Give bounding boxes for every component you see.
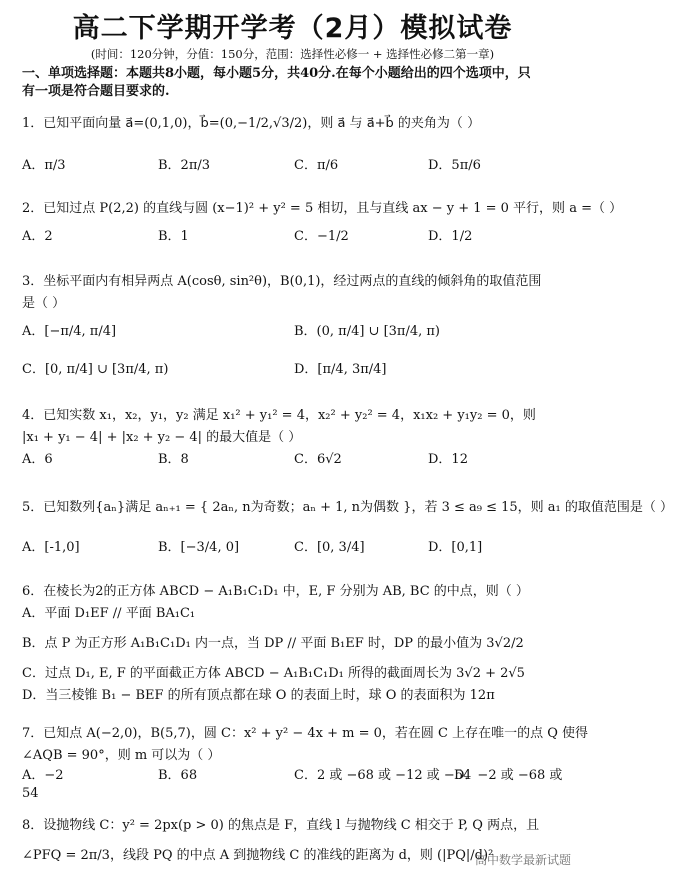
question-1-option-b: B．2π/3 <box>158 158 211 173</box>
question-7-stem-line2: ∠AQB = 90°，则 m 可以为（ ） <box>22 748 221 763</box>
question-7-option-c: C．2 或 −68 或 −12 或 −54 <box>294 768 472 783</box>
question-4-option-b: B．8 <box>158 452 189 467</box>
question-1-option-a: A．π/3 <box>22 158 66 173</box>
watermark-logo: 高中数学最新试题 <box>474 853 571 867</box>
question-6-option-a: A．平面 D₁EF // 平面 BA₁C₁ <box>22 606 196 621</box>
question-2-option-c: C．−1/2 <box>294 229 349 244</box>
question-2-option-a: A．2 <box>22 229 53 244</box>
question-5-option-d: D．[0,1] <box>428 540 483 555</box>
question-2-option-d: D．1/2 <box>428 229 473 244</box>
question-2-option-b: B．1 <box>158 229 189 244</box>
question-6-option-c: C．过点 D₁, E, F 的平面截正方体 ABCD − A₁B₁C₁D₁ 所得的截面周长为 3√2 + 2√5 <box>22 666 525 681</box>
question-6-option-d: D．当三棱锥 B₁ − BEF 的所有顶点都在球 O 的表面上时，球 O 的表面积为 12π <box>22 688 495 703</box>
section-heading-line2: 有一项是符合题目要求的. <box>22 84 170 99</box>
question-5-option-b: B．[−3/4, 0] <box>158 540 240 555</box>
question-3-stem-line2: 是（ ） <box>22 296 66 311</box>
question-5-stem: 5．已知数列{aₙ}满足 aₙ₊₁ = { 2aₙ, n为奇数；aₙ + 1, n为偶数 }，若 3 ≤ a₉ ≤ 15，则 a₁ 的取值范围是（ ） <box>22 500 673 515</box>
question-4-stem-line2: |x₁ + y₁ − 4| + |x₂ + y₂ − 4| 的最大值是（ ） <box>22 430 302 445</box>
question-7-option-d: D．−2 或 −68 或 <box>454 768 563 783</box>
question-1-option-d: D．5π/6 <box>428 158 481 173</box>
question-3-option-c: C．[0, π/4] ∪ [3π/4, π) <box>22 362 169 377</box>
question-4-stem-line1: 4．已知实数 x₁，x₂，y₁，y₂ 满足 x₁² + y₁² = 4，x₂² + y₂² = 4，x₁x₂ + y₁y₂ = 0，则 <box>22 408 536 423</box>
question-1-option-c: C．π/6 <box>294 158 339 173</box>
question-5-option-a: A．[-1,0] <box>22 540 80 555</box>
question-6-option-b: B．点 P 为正方形 A₁B₁C₁D₁ 内一点，当 DP // 平面 B₁EF 时，DP 的最小值为 3√2/2 <box>22 636 524 651</box>
question-2-stem: 2．已知过点 P(2,2) 的直线与圆 (x−1)² + y² = 5 相切，且与直线 ax − y + 1 = 0 平行，则 a =（ ） <box>22 201 623 216</box>
question-4-option-d: D．12 <box>428 452 468 467</box>
question-8-stem-line1: 8．设抛物线 C：y² = 2px(p > 0) 的焦点是 F，直线 l 与抛物线 C 相交于 P, Q 两点，且 <box>22 818 540 833</box>
question-5-option-c: C．[0, 3/4] <box>294 540 365 555</box>
page-title: 高二下学期开学考（2月）模拟试卷 <box>72 13 513 44</box>
question-3-stem-line1: 3．坐标平面内有相异两点 A(cosθ, sin²θ)，B(0,1)，经过两点的直线的倾斜角的取值范围 <box>22 274 542 289</box>
question-7-option-a: A．−2 <box>22 768 64 783</box>
question-3-option-b: B．(0, π/4] ∪ [3π/4, π) <box>294 324 441 339</box>
question-1-stem: 1．已知平面向量 a⃗=(0,1,0)，b⃗=(0,−1/2,√3/2)，则 a⃗ 与 a⃗+b⃗ 的夹角为（ ） <box>22 116 481 131</box>
question-4-option-a: A．6 <box>22 452 53 467</box>
section-heading-line1: 一、单项选择题：本题共8小题，每小题5分，共40分.在每个小题给出的四个选项中，只 <box>22 66 531 81</box>
question-6-stem: 6．在棱长为2的正方体 ABCD − A₁B₁C₁D₁ 中，E, F 分别为 AB, BC 的中点，则（ ） <box>22 584 529 599</box>
question-4-option-c: C．6√2 <box>294 452 342 467</box>
exam-info: (时间：120分钟，分值：150分，范围：选择性必修一 + 选择性必修二第一章) <box>90 47 495 61</box>
question-7-option-b: B．68 <box>158 768 198 783</box>
question-7-option-d-continued: 54 <box>22 786 39 801</box>
question-3-option-d: D．[π/4, 3π/4] <box>294 362 387 377</box>
question-8-stem-line2: ∠PFQ = 2π/3，线段 PQ 的中点 A 到抛物线 C 的准线的距离为 d，则 (|PQ|/d)² <box>22 848 494 863</box>
question-7-stem-line1: 7．已知点 A(−2,0)，B(5,7)，圆 C：x² + y² − 4x + m = 0，若在圆 C 上存在唯一的点 Q 使得 <box>22 726 589 741</box>
question-3-option-a: A．[−π/4, π/4] <box>22 324 117 339</box>
